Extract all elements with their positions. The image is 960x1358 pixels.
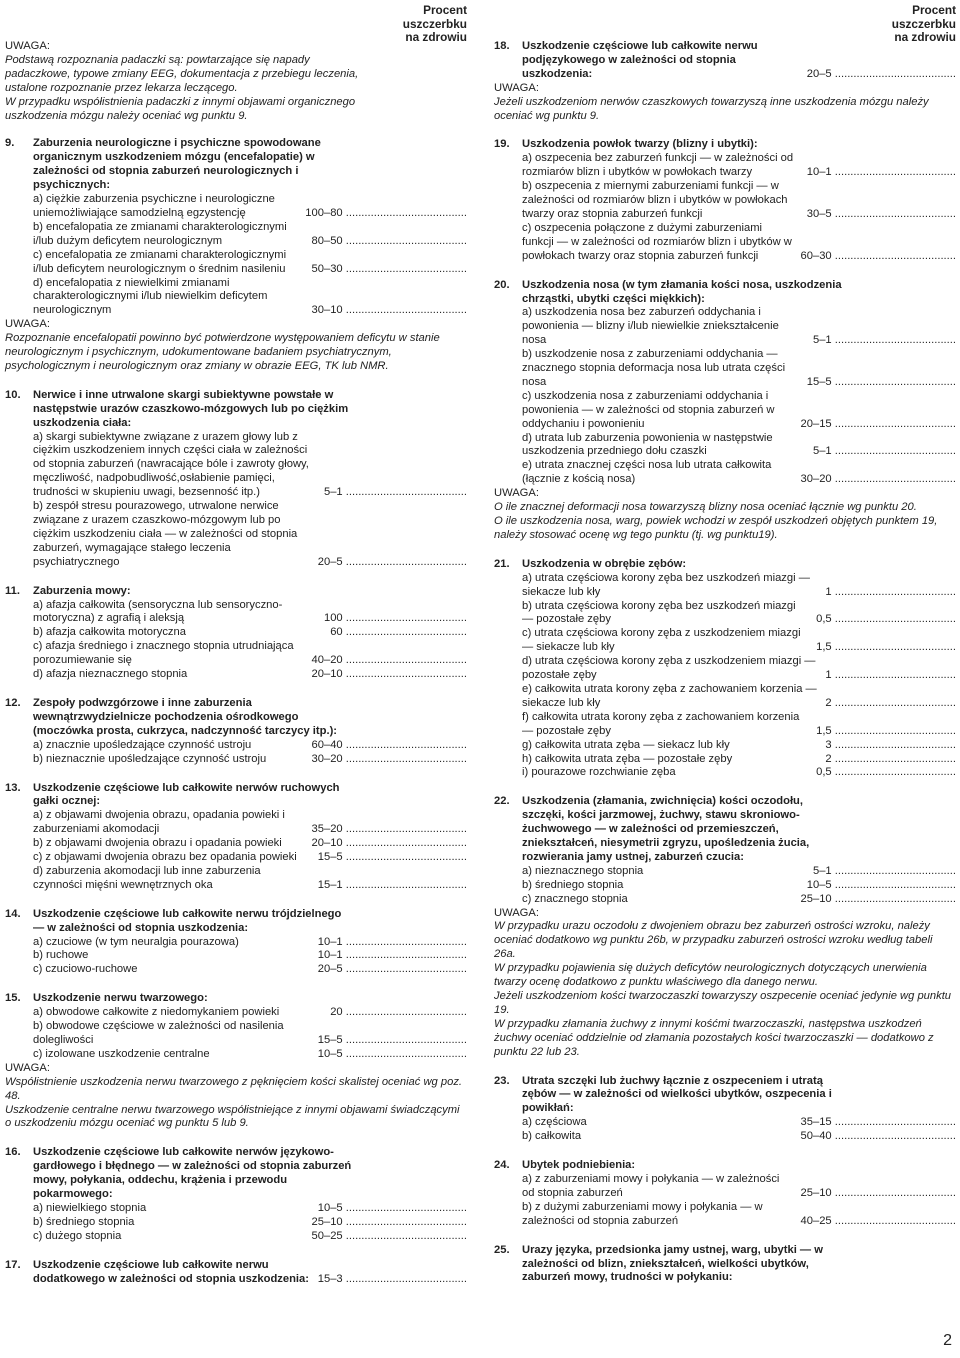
section	[5, 697, 467, 767]
item-value: ....................................... 40–60	[311, 738, 467, 751]
header-label-2: uszczerbku	[402, 16, 467, 31]
list-item	[5, 1230, 467, 1244]
list-item	[494, 739, 956, 753]
item-value: ....................................... 20–35	[311, 823, 467, 836]
note-line: UWAGA:	[494, 906, 539, 919]
section	[494, 40, 956, 123]
item-text: a) ciężkie zaburzenia psychiczne i neurologiczne uniemożliwiające samodzielną egzystencję	[33, 193, 275, 219]
list-item	[5, 809, 467, 837]
item-text: d) encefalopatia z niewielkimi zmianami charakterologicznymi i/lub niewielkim deficytem neurologicznym	[33, 276, 268, 317]
item-text: a) częściowa	[522, 1116, 587, 1129]
section-number: 23.	[494, 1074, 510, 1087]
list-item	[494, 152, 956, 180]
intro-note	[5, 40, 467, 123]
note-line: UWAGA:	[494, 81, 539, 94]
note-line: UWAGA:	[494, 487, 539, 500]
item-text: d) zaburzenia akomodacji lub inne zaburzenia czynności mięśni wewnętrznych oka	[33, 864, 261, 891]
section-heading	[5, 782, 467, 810]
item-value: ....................................... 1–10	[806, 166, 956, 179]
item-text: a) z zaburzeniami mowy i połykania — w zależności od stopnia zaburzeń	[522, 1172, 780, 1199]
header-label-1: Procent	[423, 3, 467, 17]
header-label-1: Procent	[912, 3, 956, 17]
section	[5, 1259, 467, 1287]
item-text: a) nieznacznego stopnia	[522, 864, 644, 877]
right-sections	[494, 40, 956, 1285]
page-number: 2	[943, 1332, 952, 1349]
item-value: ....................................... 10–20	[311, 668, 467, 681]
section-value: ....................................... 3–15	[317, 1272, 467, 1285]
section-number: 9.	[5, 137, 15, 150]
section-heading	[5, 1259, 467, 1287]
item-value: ....................................... 10–20	[311, 837, 467, 850]
note-line: Podstawą rozpoznania padaczki są: powtarzające się napady padaczkowe, typowe zmiany EEG, dokumentacja z przebiegu leczenia, ustalone rozpoznanie przez lekarza leczącego.	[5, 53, 359, 94]
item-value: ....................................... 2	[825, 696, 956, 709]
section-title: Uszkodzenie częściowe lub całkowite nerwu trójdzielnego — w zależności od stopnia uszkodzenia:	[33, 907, 342, 934]
list-item	[5, 640, 467, 668]
section-title: Nerwice i inne utrwalone skargi subiektywne powstałe w następstwie urazów czaszkowo-mózgowych lub po ciężkim uszkodzenia ciała:	[33, 388, 349, 429]
note-line: Jeżeli uszkodzeniom nerwów czaszkowych towarzyszą inne uszkodzenia mózgu należy oceniać wg punktu 9.	[494, 95, 929, 122]
section-number: 16.	[5, 1146, 21, 1159]
section	[5, 908, 467, 978]
list-item	[494, 1130, 956, 1144]
note-line: O ile uszkodzenia nosa, warg, powiek wchodzi w zespół uszkodzeń objętych punktem 19, należy stosować ocenę wg tego punktu (tj. wg punktu19).	[494, 515, 938, 541]
list-item	[494, 766, 956, 780]
item-text: a) oszpecenia bez zaburzeń funkcji — w zależności od rozmiarów blizn i ubytków w powłokach twarzy	[522, 152, 794, 179]
list-item	[5, 963, 467, 977]
item-text: d) utrata częściowa korony zęba z uszkodzeniem miazgi — pozostałe zęby	[522, 655, 816, 682]
item-value: ....................................... 1–5	[812, 445, 956, 458]
item-text: e) utrata znacznej części nosa lub utrata całkowita (łącznie z kością nosa)	[522, 459, 772, 486]
section	[494, 1075, 956, 1145]
section	[5, 992, 467, 1131]
list-item	[5, 1216, 467, 1230]
list-item	[494, 432, 956, 460]
item-text: h) całkowita utrata zęba — pozostałe zęby	[522, 752, 733, 765]
list-item	[5, 221, 467, 249]
section	[494, 1159, 956, 1229]
section-title: Uszkodzenie częściowe lub całkowite nerwów ruchowych gałki ocznej:	[33, 781, 340, 808]
section	[5, 585, 467, 682]
list-item	[5, 739, 467, 753]
section-title: Uszkodzenie częściowe lub całkowite nerwu dodatkowego w zależności od stopnia uszkodzenia:	[33, 1258, 309, 1285]
item-text: g) całkowita utrata zęba — siekacz lub kły	[522, 738, 730, 751]
item-text: b) nieznacznie upośledzające czynność ustroju	[33, 752, 267, 765]
item-value: ....................................... 1,5	[816, 724, 956, 737]
section-number: 14.	[5, 907, 21, 920]
list-item	[5, 753, 467, 767]
list-item	[494, 865, 956, 879]
right-column	[494, 0, 956, 1300]
item-value: ....................................... 5–15	[806, 375, 956, 388]
section-heading	[5, 137, 467, 193]
section-heading	[494, 1244, 956, 1286]
section-value: ....................................... 5–20	[806, 67, 956, 80]
item-text: c) dużego stopnia	[33, 1229, 122, 1242]
section-title: Ubytek podniebienia:	[522, 1159, 636, 1172]
item-text: b) afazja całkowita motoryczna	[33, 626, 186, 639]
item-text: c) uszkodzenia nosa z zaburzeniami oddychania i powonienia — w zależności od stopnia zaburzeń w oddychaniu i powonieniu	[522, 389, 775, 430]
item-value: ....................................... 10–25	[800, 892, 956, 905]
item-value: ....................................... 5–20	[317, 963, 467, 976]
section	[5, 137, 467, 373]
left-sections	[5, 137, 467, 1286]
section-title: Urazy języka, przedsionka jamy ustnej, warg, ubytki — w zależności od blizn, zniekształceń, wielkości ubytków, zaburzeń mowy, trudności w połykaniu:	[522, 1243, 823, 1284]
item-value: ....................................... 1	[825, 585, 956, 598]
note-line: Współistnienie uszkodzenia nerwu twarzowego z pęknięciem kości skalistej oceniać wg poz. 48.	[5, 1075, 463, 1102]
item-value: ....................................... 15–35	[800, 1116, 956, 1129]
item-value: ....................................... 10–30	[311, 304, 467, 317]
list-item	[5, 500, 467, 570]
item-text: i) pourazowe rozchwianie zęba	[522, 766, 676, 779]
section-number: 10.	[5, 388, 21, 401]
section-title: Zaburzenia mowy:	[33, 584, 131, 597]
item-value: ....................................... 30–60	[800, 249, 956, 262]
section-number: 21.	[494, 557, 510, 570]
header-label-3: na zdrowiu	[405, 30, 467, 44]
section-heading	[5, 908, 467, 936]
section-note	[494, 487, 956, 543]
item-text: c) utrata częściowa korony zęba z uszkodzeniem miazgi — siekacze lub kły	[522, 627, 801, 654]
section-number: 12.	[5, 696, 21, 709]
list-item	[494, 572, 956, 600]
item-value: ....................................... 100	[323, 612, 467, 625]
item-value: ....................................... 5–15	[317, 1034, 467, 1046]
list-item	[5, 277, 467, 319]
section-note	[5, 1062, 467, 1132]
list-item	[5, 193, 467, 221]
section-number: 18.	[494, 40, 510, 52]
section-heading	[5, 1146, 467, 1202]
item-value: ....................................... 10–25	[311, 1215, 467, 1228]
note-line: W przypadku złamania żuchwy z innymi kośćmi twarzoczaszki, następstwa uszkodzeń żuchwy oceniać oddzielnie od złamania pozostałych kości twarzoczaszki — dodatkowo z punktu 22 lub 23.	[494, 1017, 934, 1058]
item-value: ....................................... 20–40	[311, 654, 467, 667]
section	[5, 1146, 467, 1243]
note-line: UWAGA:	[5, 318, 50, 331]
section-title: Utrata szczęki lub żuchwy łącznie z oszpeceniem i utratą zębów — w zależności od wielkości ubytków, oszpecenia i powikłań:	[522, 1074, 832, 1115]
section-heading	[5, 992, 467, 1006]
note-line: W przypadku urazu oczodołu z dwojeniem obrazu bez zaburzeń ostrości wzroku, należy oceniać dodatkowo wg punktu 26b, w przypadku zaburzeń ostrości wzroku według tabeli 26a.	[494, 920, 933, 961]
item-value: ....................................... 60	[330, 626, 467, 639]
item-value: ....................................... 5–10	[317, 1047, 467, 1060]
item-value: ....................................... 30–50	[311, 262, 467, 275]
section-heading	[5, 697, 467, 739]
item-text: a) z objawami dwojenia obrazu, opadania powieki i zaburzeniami akomodacji	[33, 809, 285, 836]
item-text: b) z objawami dwojenia obrazu i opadania powieki	[33, 837, 282, 850]
item-value: ....................................... 5–20	[317, 555, 467, 568]
section-heading	[494, 279, 956, 307]
item-text: c) z objawami dwojenia obrazu bez opadania powieki	[33, 851, 297, 864]
list-item	[494, 459, 956, 487]
section	[5, 782, 467, 893]
list-item	[5, 599, 467, 627]
section-title: Uszkodzenia powłok twarzy (blizny i ubytki):	[522, 138, 758, 151]
item-value: ....................................... 1–15	[317, 878, 467, 891]
item-value: ....................................... 15–20	[800, 417, 956, 430]
list-item	[5, 1006, 467, 1020]
list-item	[494, 180, 956, 222]
left-column	[5, 0, 467, 1302]
item-value: ....................................... 40–50	[800, 1130, 956, 1143]
item-text: a) czuciowe (w tym neuralgia pourazowa)	[33, 935, 239, 948]
note-line: Rozpoznanie encefalopatii powinno być potwierdzone występowaniem deficytu w stanie neurologicznym i psychicznym, udokumentowane badaniem psychiatrycznym, psychologicznym i neurologicznym oraz zmiany w obrazie EEG, TK lub NMR.	[5, 332, 440, 372]
item-value: ....................................... 25–40	[800, 1214, 956, 1227]
list-item	[494, 1201, 956, 1229]
note-line: UWAGA:	[5, 1061, 50, 1074]
note-line: W przypadku pojawienia się dużych deficytów neurologicznych dotyczących unerwienia twarzy ocenę dodatkowo z punktu właściwego dla danego nerwu.	[494, 962, 927, 989]
section-heading	[494, 1075, 956, 1117]
note-line: Jeżeli uszkodzeniom kości twarzoczaszki towarzyszy oszpecenie oceniać jedynie wg punktu 19.	[494, 990, 952, 1016]
section-heading	[494, 1159, 956, 1173]
section-number: 17.	[5, 1258, 21, 1271]
section-heading	[494, 795, 956, 865]
header-label-3: na zdrowiu	[894, 30, 956, 44]
item-value: ....................................... 0,5	[816, 766, 956, 779]
item-value: ....................................... 1–10	[317, 935, 467, 948]
list-item	[494, 306, 956, 348]
item-value: ....................................... 50–80	[311, 234, 467, 247]
section-title: Uszkodzenie częściowe lub całkowite nerwu podjęzykowego w zależności od stopnia uszkodzenia:	[522, 40, 758, 80]
note-line: UWAGA:	[5, 40, 50, 52]
item-text: a) obwodowe całkowite z niedomykaniem powieki	[33, 1006, 280, 1019]
list-item	[494, 222, 956, 264]
section-heading	[494, 558, 956, 572]
section-title: Uszkodzenia w obrębie zębów:	[522, 557, 687, 570]
section-number: 11.	[5, 584, 20, 597]
list-item	[5, 1048, 467, 1062]
item-text: b) średniego stopnia	[33, 1215, 135, 1228]
item-value: ....................................... 1–5	[812, 864, 956, 877]
list-item	[5, 851, 467, 865]
item-text: f) całkowita utrata korony zęba z zachowaniem korzenia — pozostałe zęby	[522, 710, 800, 737]
list-item	[494, 348, 956, 390]
item-text: d) utrata lub zaburzenia powonienia w następstwie uszkodzenia przedniego dołu czaszki	[522, 431, 773, 458]
section-number: 25.	[494, 1243, 510, 1256]
section	[494, 558, 956, 781]
item-value: ....................................... 1,5	[816, 641, 956, 654]
list-item	[5, 865, 467, 893]
item-value: ....................................... 5–10	[317, 1201, 467, 1214]
item-value: ....................................... 1–10	[317, 949, 467, 962]
item-text: a) niewielkiego stopnia	[33, 1201, 147, 1214]
item-value: ....................................... 5–10	[806, 878, 956, 891]
section-note	[494, 907, 956, 1060]
item-text: a) skargi subiektywne związane z urazem głowy lub z ciężkim uszkodzeniem innych części ciała w zależności od stopnia zaburzeń (nawracające bóle i zawroty głowy, męczliwość, nadpobudliwość,osłabienie pamięci, trudności w skupieniu uwagi, bezsenność itp.)	[33, 430, 309, 499]
item-text: a) afazja całkowita (sensoryczna lub sensoryczno-motoryczna) z agrafią i aleksją	[33, 598, 283, 625]
list-item	[5, 1020, 467, 1048]
section	[5, 389, 467, 570]
list-item	[494, 683, 956, 711]
item-value: ....................................... 3	[825, 738, 956, 751]
list-item	[5, 949, 467, 963]
left-header	[5, 0, 467, 44]
section-title: Uszkodzenia nosa (w tym złamania kości nosa, uszkodzenia chrząstki, ubytki części miękkich):	[522, 278, 842, 305]
list-item	[5, 626, 467, 640]
section-number: 20.	[494, 278, 510, 291]
section-heading	[494, 138, 956, 152]
note-line: O ile znacznej deformacji nosa towarzyszą blizny nosa oceniać łącznie wg punktu 20.	[494, 501, 917, 514]
item-text: c) czuciowo-ruchowe	[33, 963, 138, 976]
item-text: c) izolowane uszkodzenie centralne	[33, 1047, 210, 1060]
item-text: b) oszpecenia z miernymi zaburzeniami funkcji — w zależności od rozmiarów blizn i ubytków w powłokach twarzy oraz stopnia zaburzeń funkcji	[522, 180, 788, 220]
item-value: ....................................... 5–30	[806, 207, 956, 220]
list-item	[494, 627, 956, 655]
item-text: b) ruchowe	[33, 949, 89, 962]
item-value: ....................................... 20–30	[800, 473, 956, 486]
item-text: b) średniego stopnia	[522, 878, 624, 891]
list-item	[5, 431, 467, 501]
section-title: Uszkodzenie nerwu twarzowego:	[33, 992, 208, 1005]
section	[494, 1244, 956, 1286]
list-item	[5, 668, 467, 682]
item-text: c) oszpecenia połączone z dużymi zaburzeniami funkcji — w zależności od rozmiarów blizn i ubytków w powłokach twarzy oraz stopnia zaburzeń funkcji	[522, 221, 792, 262]
header-label-2: uszczerbku	[891, 16, 956, 31]
item-text: a) uszkodzenia nosa bez zaburzeń oddychania i powonienia — blizny i/lub niewielkie zniekształcenie nosa	[522, 306, 779, 347]
section-title: Uszkodzenia (złamania, zwichnięcia) kości oczodołu, szczęki, kości jarzmowej, żuchwy, stawu skroniowo-żuchwowego — w zależności od przemieszczeń, zniekształceń, niesymetrii zgryzu, upośledzenia żucia, rozwierania jamy ustnej, zaburzeń czucia:	[522, 795, 810, 863]
section-note	[494, 82, 956, 124]
section-heading	[5, 585, 467, 599]
list-item	[494, 753, 956, 767]
section	[494, 138, 956, 263]
list-item	[494, 600, 956, 628]
item-text: b) encefalopatia ze zmianami charakterologicznymi i/lub dużym deficytem neurologicznym	[33, 220, 287, 247]
item-text: b) z dużymi zaburzeniami mowy i połykania — w zależności od stopnia zaburzeń	[522, 1200, 763, 1227]
item-text: b) zespół stresu pourazowego, utrwalone nerwice związane z urazem czaszkowo-mózgowym lub po ciężkim uszkodzeniu ciała — w zależności od stopnia zaburzeń, wymagające stałego leczenia psychiatrycznego	[33, 500, 298, 568]
list-item	[494, 879, 956, 893]
list-item	[5, 837, 467, 851]
item-text: a) utrata częściowa korony zęba bez uszkodzeń miazgi — siekacze lub kły	[522, 571, 810, 598]
list-item	[494, 390, 956, 432]
item-value: ....................................... 20–30	[311, 752, 467, 765]
section-number: 22.	[494, 795, 510, 808]
item-value: ....................................... 1–5	[323, 486, 467, 499]
item-text: d) afazja nieznacznego stopnia	[33, 668, 188, 681]
item-value: ....................................... 10–25	[800, 1186, 956, 1199]
list-item	[5, 936, 467, 950]
item-text: b) całkowita	[522, 1130, 582, 1143]
item-text: a) znacznie upośledzające czynność ustroju	[33, 738, 252, 751]
section-title: Uszkodzenie częściowe lub całkowite nerwów językowo-gardłowego i błędnego — w zależności od stopnia zaburzeń mowy, połykania, oddechu, krążenia i przewodu pokarmowego:	[33, 1146, 352, 1201]
list-item	[494, 655, 956, 683]
right-header	[494, 0, 956, 44]
item-text: b) utrata częściowa korony zęba bez uszkodzeń miazgi — pozostałe zęby	[522, 599, 796, 626]
item-value: ....................................... 5–15	[317, 851, 467, 864]
note-line: W przypadku współistnienia padaczki z innymi objawami organicznego uszkodzenia mózgu należy oceniać wg punktu 9.	[5, 95, 356, 122]
item-value: ....................................... 1–5	[812, 334, 956, 347]
item-value: ....................................... 0,5	[816, 613, 956, 626]
item-value: ....................................... 80–100	[305, 206, 467, 219]
list-item	[494, 711, 956, 739]
list-item	[494, 1116, 956, 1130]
list-item	[5, 1202, 467, 1216]
item-text: c) znacznego stopnia	[522, 892, 628, 905]
list-item	[494, 893, 956, 907]
section-title: Zaburzenia neurologiczne i psychiczne spowodowane organicznym uszkodzeniem mózgu (encefalopatie) w zależności od stopnia zaburzeń neurologicznych i psychicznych:	[33, 137, 321, 192]
section-heading	[5, 389, 467, 431]
section-number: 13.	[5, 781, 21, 794]
item-text: e) całkowita utrata korony zęba z zachowaniem korzenia — siekacze lub kły	[522, 682, 817, 709]
section-number: 15.	[5, 992, 21, 1005]
list-item	[494, 1173, 956, 1201]
section-number: 24.	[494, 1159, 510, 1172]
note-line: Uszkodzenie centralne nerwu twarzowego współistniejące z innymi objawami świadczącymi o uszkodzeniu mózgu oceniać wg punktu 5 lub 9.	[5, 1103, 460, 1130]
list-item	[5, 249, 467, 277]
section-note	[5, 318, 467, 374]
item-value: ....................................... 1	[825, 669, 956, 682]
section	[494, 795, 956, 1059]
item-text: c) afazja średniego i znacznego stopnia utrudniająca porozumiewanie się	[33, 640, 294, 667]
item-value: ....................................... 20	[330, 1006, 467, 1019]
item-text: b) uszkodzenie nosa z zaburzeniami oddychania — znacznego stopnia deformacja nosa lub utrata części nosa	[522, 348, 786, 388]
item-value: ....................................... 2	[825, 752, 956, 765]
section-title: Zespoły podwzgórzowe i inne zaburzenia wewnątrzwydzielnicze pochodzenia ośrodkowego (moczówka prosta, cukrzyca, nadczynność tarczycy itp.):	[33, 696, 338, 737]
section-heading	[494, 40, 956, 82]
item-text: c) encefalopatia ze zmianami charakterologicznymi i/lub deficytem neurologicznym o średnim nasileniu	[33, 248, 287, 275]
section	[494, 279, 956, 543]
item-value: ....................................... 25–50	[311, 1229, 467, 1242]
item-text: b) obwodowe częściowe w zależności od nasilenia dolegliwości	[33, 1020, 284, 1046]
section-number: 19.	[494, 138, 510, 151]
